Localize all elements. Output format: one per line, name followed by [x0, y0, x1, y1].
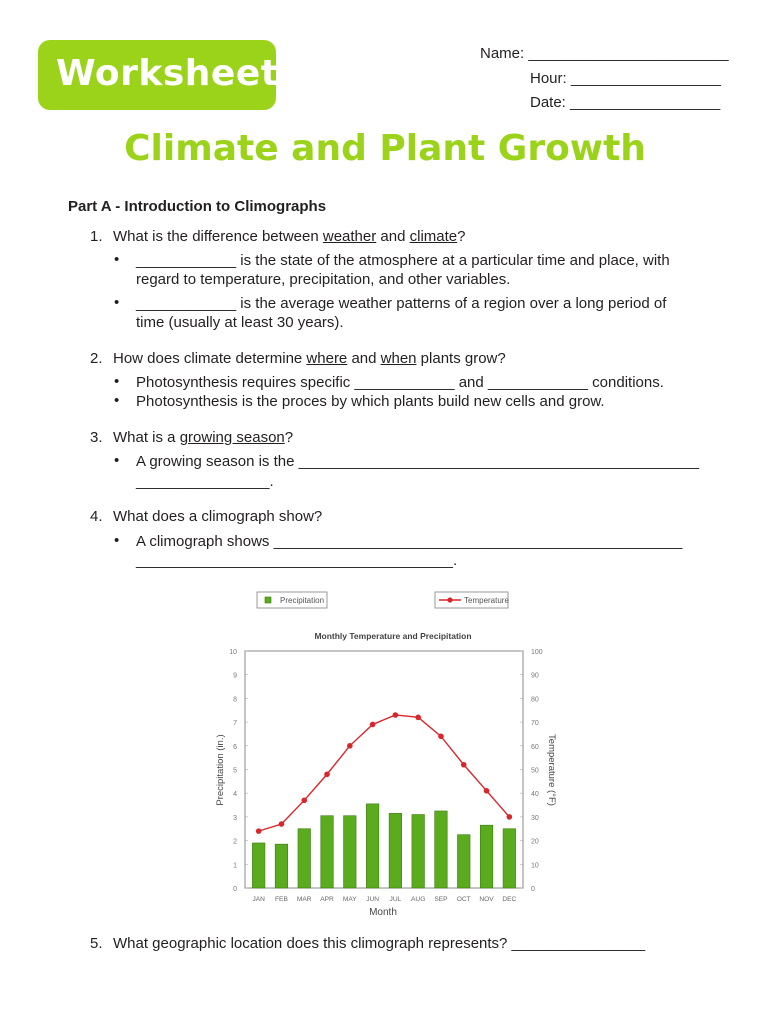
q1-bullet-2-line-1: ____________ is the average weather patterns of a region over a long period of [136, 295, 667, 312]
bullet-icon: • [114, 251, 120, 268]
precipitation-bar [344, 816, 357, 888]
y-right-tick-label: 90 [531, 672, 539, 680]
x-tick-label: SEP [434, 896, 448, 903]
temperature-point [347, 743, 353, 749]
question-1-number: 1. [90, 228, 103, 245]
y-right-tick-label: 50 [531, 767, 539, 775]
legend-temperature-marker [447, 597, 452, 602]
question-2: How does climate determine where and when plants grow? [113, 350, 506, 367]
y-left-tick-label: 7 [233, 720, 237, 728]
question-3-number: 3. [90, 429, 103, 446]
y-right-tick-label: 80 [531, 696, 539, 704]
temperature-point [484, 788, 490, 794]
question-5-number: 5. [90, 935, 103, 952]
precipitation-bar [435, 811, 448, 888]
precipitation-bar [252, 843, 265, 888]
precipitation-bar [321, 816, 334, 888]
precipitation-bar [480, 825, 493, 888]
x-tick-label: JUL [389, 896, 402, 903]
q1-bullet-1-line-1: ____________ is the state of the atmosphere at a particular time and place, with [136, 252, 670, 269]
y-right-tick-label: 40 [531, 791, 539, 799]
temperature-point [301, 798, 307, 804]
q4-bullet-1-line-1: A climograph shows _________________________________________________ [136, 533, 683, 550]
y-right-tick-label: 100 [531, 649, 543, 656]
temperature-point [415, 715, 421, 721]
q3-bullet-1-line-2: ________________. [136, 473, 274, 490]
legend [257, 592, 509, 608]
x-tick-label: JUN [366, 896, 380, 903]
temperature-point [256, 828, 262, 834]
y-axis-right-label: Temperature (°F) [546, 734, 557, 806]
temperature-point [324, 771, 330, 777]
y-right-tick-label: 30 [531, 814, 539, 822]
x-tick-label: FEB [275, 896, 288, 903]
bullet-icon: • [114, 373, 120, 390]
name-field: Name: ________________________ [480, 45, 729, 62]
bullet-icon: • [114, 392, 120, 409]
precipitation-bar [503, 829, 516, 888]
question-4-number: 4. [90, 508, 103, 525]
y-right-tick-label: 0 [531, 886, 535, 893]
legend-precipitation-label: Precipitation [280, 596, 325, 605]
y-right-tick-label: 10 [531, 862, 539, 870]
y-left-tick-label: 0 [233, 886, 237, 893]
temperature-point [461, 762, 467, 768]
y-left-tick-label: 4 [233, 791, 237, 799]
x-tick-label: MAR [296, 896, 312, 903]
x-tick-label: NOV [479, 896, 494, 903]
temperature-point [279, 821, 285, 827]
q1-bullet-2-line-2: time (usually at least 30 years). [136, 314, 344, 331]
bullet-icon: • [114, 532, 120, 549]
x-tick-label: AUG [411, 896, 426, 903]
y-left-tick-label: 9 [233, 672, 237, 680]
question-2-number: 2. [90, 350, 103, 367]
y-left-tick-label: 3 [233, 814, 237, 822]
part-a-heading: Part A - Introduction to Climographs [68, 198, 327, 215]
x-tick-label: DEC [502, 896, 517, 903]
hour-field: Hour: __________________ [530, 70, 722, 87]
precipitation-bar [412, 815, 425, 888]
precipitation-bar [275, 844, 288, 888]
q2-bullet-2: Photosynthesis is the proces by which plants build new cells and grow. [136, 393, 605, 410]
y-right-tick-label: 20 [531, 838, 539, 846]
y-left-tick-label: 2 [233, 838, 237, 846]
climograph-chart [200, 585, 580, 925]
x-tick-label: JAN [252, 896, 265, 903]
page-title: Climate and Plant Growth [124, 128, 646, 169]
legend-precipitation-swatch [265, 597, 271, 603]
bullet-icon: • [114, 452, 120, 469]
precipitation-bar [298, 829, 311, 888]
temperature-point [507, 814, 513, 820]
q3-bullet-1-line-1: A growing season is the ________________________________________________ [136, 453, 700, 470]
y-left-tick-label: 10 [229, 649, 237, 656]
chart-title: Monthly Temperature and Precipitation [314, 631, 472, 641]
precipitation-bar [389, 813, 402, 888]
x-tick-label: APR [320, 896, 334, 903]
q4-bullet-1-line-2: ______________________________________. [136, 552, 458, 569]
precipitation-bar [366, 804, 379, 888]
y-left-tick-label: 6 [233, 743, 237, 751]
worksheet-badge [38, 40, 279, 110]
y-left-tick-label: 1 [233, 862, 237, 870]
y-axis-left-label: Precipitation (in.) [215, 734, 226, 806]
temperature-point [370, 722, 376, 728]
precipitation-bar [457, 835, 470, 888]
temperature-point [438, 734, 444, 740]
q1-bullet-1-line-2: regard to temperature, precipitation, and other variables. [136, 271, 511, 288]
y-right-tick-label: 70 [531, 720, 539, 728]
x-axis-label: Month [369, 907, 397, 918]
y-left-tick-label: 5 [233, 767, 237, 775]
date-field: Date: __________________ [530, 94, 721, 111]
question-3: What is a growing season? [113, 429, 294, 446]
x-tick-label: MAY [342, 896, 357, 903]
x-tick-label: OCT [456, 896, 471, 903]
q2-bullet-1: Photosynthesis requires specific ____________ and ____________ conditions. [136, 374, 664, 391]
badge-label: Worksheet [56, 53, 279, 94]
y-left-tick-label: 8 [233, 696, 237, 704]
bullet-icon: • [114, 294, 120, 311]
legend-temperature-label: Temperature [464, 596, 509, 605]
y-right-tick-label: 60 [531, 743, 539, 751]
question-5: What geographic location does this climograph represents? ________________ [113, 935, 646, 952]
temperature-point [393, 712, 399, 718]
question-1: What is the difference between weather and climate? [113, 228, 466, 245]
question-4: What does a climograph show? [113, 508, 323, 525]
